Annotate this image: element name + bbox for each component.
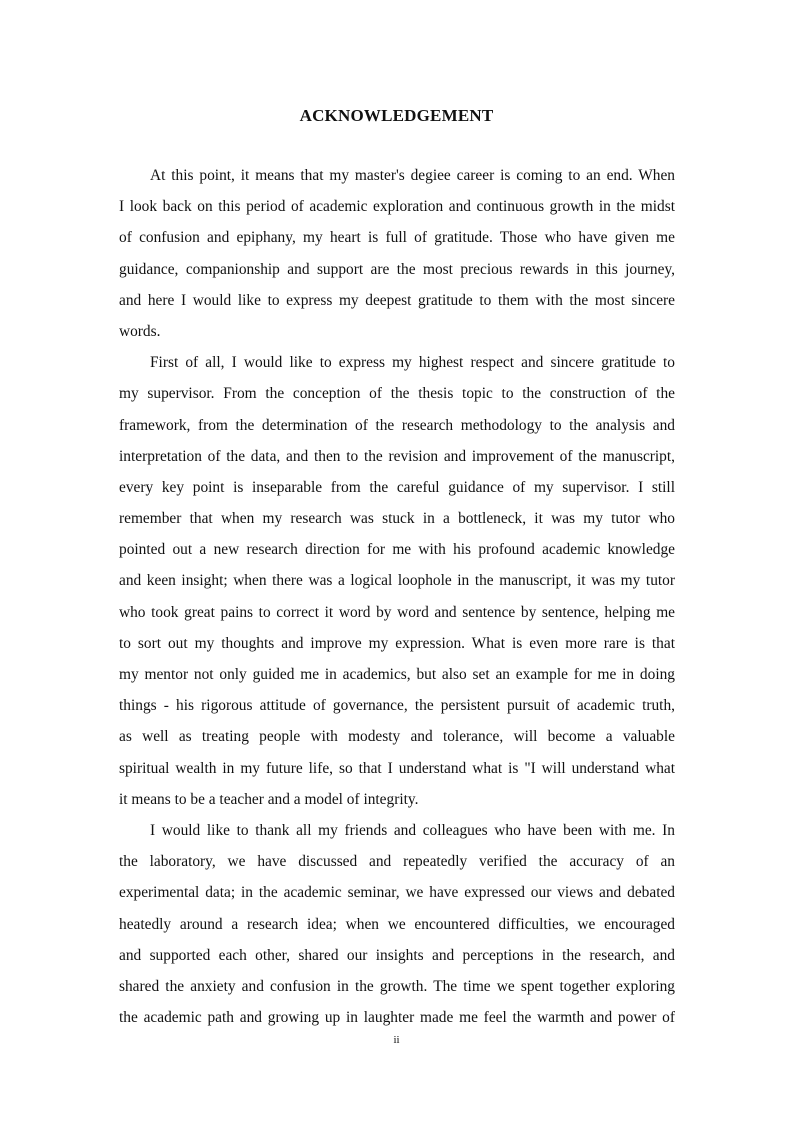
paragraph-line: First of all, I would like to express my highest respect and sincere gratitude to: [150, 354, 675, 372]
paragraph-line: shared the anxiety and confusion in the growth. The time we spent together exploring: [119, 977, 675, 995]
paragraph-line: remember that when my research was stuck in a bottleneck, it was my tutor who: [119, 510, 675, 528]
paragraph-line: the laboratory, we have discussed and repeatedly verified the accuracy of an: [119, 853, 675, 871]
paragraph-line: experimental data; in the academic seminar, we have expressed our views and debated: [119, 884, 675, 902]
paragraph: [119, 815, 675, 1033]
paragraph-line: and supported each other, shared our insights and perceptions in the research, and: [119, 946, 675, 964]
paragraph-line: spiritual wealth in my future life, so that I understand what is "I will understand what: [119, 759, 675, 777]
paragraph: [119, 347, 675, 815]
paragraph-line: and here I would like to express my deepest gratitude to them with the most sincere: [119, 291, 675, 309]
paragraph-line: the academic path and growing up in laughter made me feel the warmth and power of: [119, 1009, 675, 1027]
paragraph-line: interpretation of the data, and then to the revision and improvement of the manuscript,: [119, 447, 675, 465]
paragraph-line: as well as treating people with modesty and tolerance, will become a valuable: [119, 728, 675, 746]
paragraph-line: guidance, companionship and support are the most precious rewards in this journey,: [119, 260, 675, 278]
page-title: ACKNOWLEDGEMENT: [299, 106, 494, 125]
paragraph: [119, 160, 675, 347]
paragraph-line: pointed out a new research direction for me with his profound academic knowledge: [119, 541, 675, 559]
paragraph-line: my mentor not only guided me in academics, but also set an example for me in doing: [119, 666, 675, 683]
paragraph-line: At this point, it means that my master's degiee career is coming to an end. When: [150, 167, 675, 184]
paragraph-line: I would like to thank all my friends and colleagues who have been with me. In: [150, 821, 675, 839]
paragraph-line: who took great pains to correct it word by word and sentence by sentence, helping me: [119, 603, 675, 621]
paragraph-line: to sort out my thoughts and improve my expression. What is even more rare is that: [119, 634, 675, 652]
body-text: [119, 160, 675, 1033]
paragraph-line: heatedly around a research idea; when we encountered difficulties, we encouraged: [119, 915, 675, 933]
paragraph-line: my supervisor. From the conception of the thesis topic to the construction of the: [119, 385, 675, 403]
page-number: ii: [393, 1034, 400, 1046]
paragraph-line: words.: [119, 322, 161, 340]
paragraph-line: things - his rigorous attitude of governance, the persistent pursuit of academic truth,: [119, 697, 675, 715]
paragraph-line: I look back on this period of academic exploration and continuous growth in the midst: [119, 198, 675, 216]
paragraph-line: framework, from the determination of the research methodology to the analysis and: [119, 416, 675, 434]
paragraph-line: every key point is inseparable from the careful guidance of my supervisor. I still: [119, 478, 675, 496]
paragraph-line: of confusion and epiphany, my heart is full of gratitude. Those who have given me: [119, 229, 675, 247]
paragraph-line: and keen insight; when there was a logical loophole in the manuscript, it was my tutor: [119, 572, 675, 590]
paragraph-line: it means to be a teacher and a model of integrity.: [119, 790, 419, 808]
